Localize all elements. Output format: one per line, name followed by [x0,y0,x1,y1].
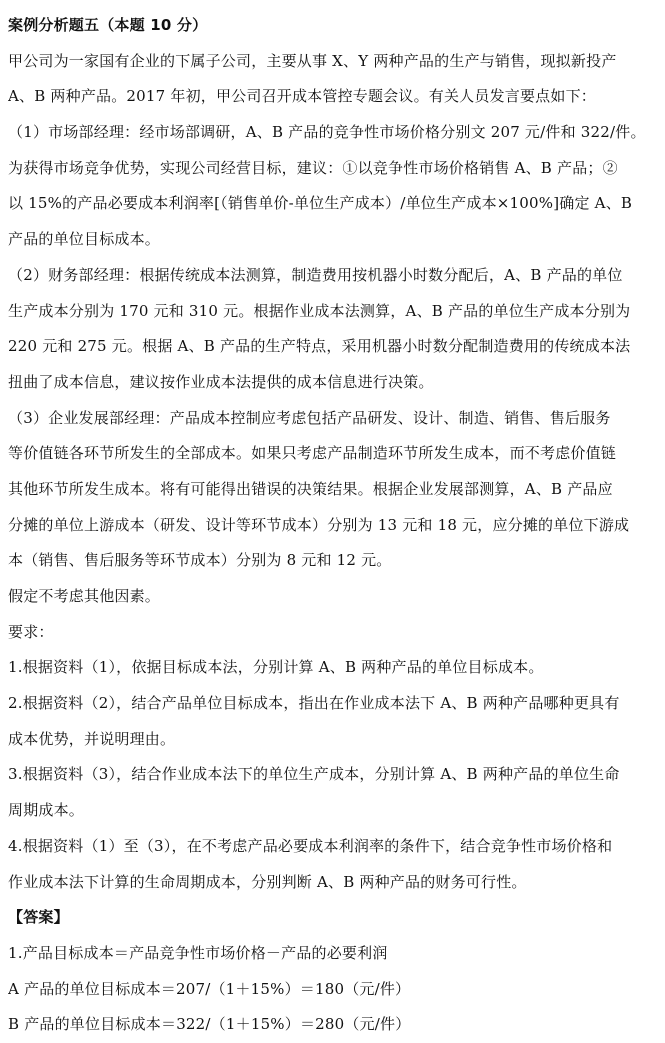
body-line-1: 甲公司为一家国有企业的下属子公司，主要从事 X、Y 两种产品的生产与销售，现拟新投产 [8,51,617,70]
answer-line-1: 1.产品目标成本＝产品竞争性市场价格－产品的必要利润 [8,943,388,962]
body-line-12: 等价值链各环节所发生的全部成本。如果只考虑产品制造环节所发生成本，而不考虑价值链 [8,444,617,463]
answer-line-3: B 产品的单位目标成本＝322/（1＋15%）＝280（元/件） [8,1015,411,1034]
body-line-15: 本（销售、售后服务等环节成本）分别为 8 元和 12 元。 [8,551,392,570]
body-line-7: （2）财务部经理：根据传统成本法测算，制造费用按机器小时数分配后，A、B 产品的单位 [8,265,623,284]
body-line-20: 成本优势，并说明理由。 [8,729,176,748]
answer-line-2: A 产品的单位目标成本＝207/（1＋15%）＝180（元/件） [8,979,411,998]
body-line-16: 假定不考虑其他因素。 [8,587,161,605]
question-title: 案例分析题五（本题 10 分） [8,16,208,34]
body-line-10: 扭曲了成本信息，建议按作业成本法提供的成本信息进行决策。 [8,372,434,391]
body-line-22: 周期成本。 [8,801,85,820]
body-line-17: 要求： [8,622,54,641]
body-line-14: 分摊的单位上游成本（研发、设计等环节成本）分别为 13 元和 18 元，应分摊的单位下游成 [8,515,630,534]
body-line-2: A、B 两种产品。2017 年初，甲公司召开成本管控专题会议。有关人员发言要点如下： [8,87,596,106]
body-line-8: 生产成本分别为 170 元和 310 元。根据作业成本法测算，A、B 产品的单位生产成本分别为 [8,301,631,320]
body-line-19: 2.根据资料（2），结合产品单位目标成本，指出在作业成本法下 A、B 两种产品哪种更具有 [8,694,620,713]
answer-heading: 【答案】 [8,908,69,927]
body-line-24: 作业成本法下计算的生命周期成本，分别判断 A、B 两种产品的财务可行性。 [8,872,527,891]
body-line-9: 220 元和 275 元。根据 A、B 产品的生产特点，采用机器小时数分配制造费用的传统成本法 [8,337,631,356]
body-line-6: 产品的单位目标成本。 [8,230,161,249]
body-line-18: 1.根据资料（1），依据目标成本法，分别计算 A、B 两种产品的单位目标成本。 [8,658,544,677]
body-line-5: 以 15%的产品必要成本利润率[（销售单价-单位生产成本）/单位生产成本×100%]确定 A、B [8,194,633,213]
body-line-3: （1）市场部经理：经市场部调研，A、B 产品的竞争性市场价格分别文 207 元/件和 322/件。 [8,123,646,142]
body-line-23: 4.根据资料（1）至（3），在不考虑产品必要成本利润率的条件下，结合竞争性市场价格和 [8,836,613,855]
body-line-4: 为获得市场竞争优势，实现公司经营目标，建议：①以竞争性市场价格销售 A、B 产品；② [8,158,618,177]
body-line-13: 其他环节所发生成本。将有可能得出错误的决策结果。根据企业发展部测算，A、B 产品应 [8,479,613,498]
body-line-11: （3）企业发展部经理：产品成本控制应考虑包括产品研发、设计、制造、销售、售后服务 [8,408,611,427]
body-line-21: 3.根据资料（3），结合作业成本法下的单位生产成本，分别计算 A、B 两种产品的单位生命 [8,765,620,784]
